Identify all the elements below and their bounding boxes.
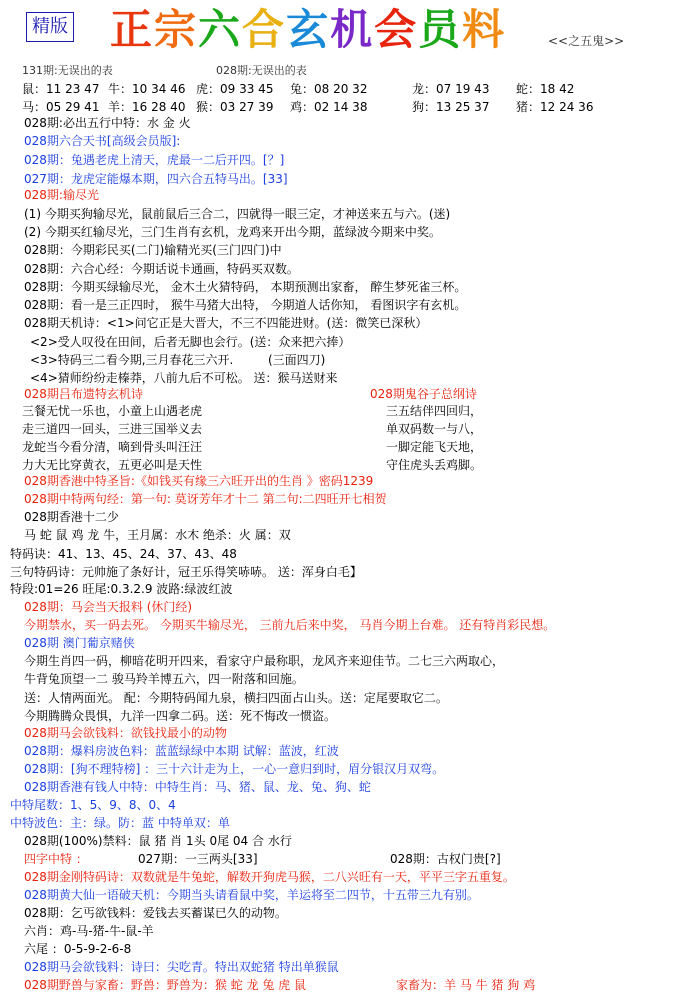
line-macau-3: 送：人情两面光。 配：今期特码闻九泉，横扫四面占山头。送：定尾要取它二。 (24, 691, 448, 705)
poem-line: 单双码数一与八， (386, 422, 483, 436)
line-beggar: 028期：乞丐欲钱料：爱钱去买蓄谋已久的动物。 (24, 906, 287, 920)
title-char: 六 (198, 5, 243, 54)
poem-line: 三五结伴四回归， (386, 404, 483, 418)
line-oracle-2: <2>受人叹役在田间，后者无脚也会行。(送：众来把六捧） (30, 335, 351, 349)
title-char: 员 (418, 5, 463, 54)
poem-line: 力大无比穿黄衣，五更必叫是天性 (22, 458, 203, 472)
zodiac-entry (22, 80, 99, 97)
zodiac-animal: 猪： (516, 100, 541, 114)
line-tail-numbers: 中特尾数：1、5、9、8、0、4 (10, 798, 176, 812)
zodiac-animal: 虎： (196, 82, 221, 96)
four-char-027: 027期：一三两头[33] (138, 852, 258, 866)
page-title (110, 4, 506, 56)
poem-line: 守住虎头丢鸡脚。 (386, 458, 483, 472)
line-heart-sutra: 028期：六合心经：今期话说卡通画，特码买双数。 (24, 262, 299, 276)
zodiac-entry (290, 80, 367, 97)
line-macau-4: 今期腾腾众畏惧，九洋一四拿二码。送：死不悔改一惯盗。 (24, 709, 337, 723)
line-two-sentences: 028期中特两句经：第一句: 莫讶芳年才十二 第二句:二四旺开七相贺 (24, 492, 387, 506)
zodiac-numbers: 08 20 32 (314, 82, 368, 96)
line-macau-1: 今期生肖四一码，柳暗花明开四来，看家守户最称职，龙风齐来迎佳节。二七三六两取心， (24, 654, 505, 668)
line-oracle-poem: 028期天机诗：<1>问它正是大晋大，不三不四能进财。(送：微笑已深秋） (24, 316, 428, 330)
zodiac-entry (196, 98, 273, 115)
line-oracle-3: <3>特码三二看今期,三月春花三六开. (30, 353, 234, 367)
zodiac-animal: 蛇： (516, 82, 541, 96)
poem-line: 三餐无忧一乐也，小童上山遇老虎 (22, 404, 203, 418)
zodiac-entry (516, 98, 593, 115)
zodiac-entry (290, 98, 367, 115)
line-dragon-tiger: 027期：龙虎定能爆本期，四六合五特马出。[33] (24, 172, 288, 186)
line-lose-all-1: (1) 今期买狗输尽光，鼠前鼠后三合二，四就得一眼三定，才神送来五与六。(迷) (24, 207, 451, 221)
line-dog-list: 028期：[狗不理特榜] ：三十六计走为上，一心一意归到时，眉分银汉月双弯。 (24, 762, 445, 776)
line-green-lose: 028期：今期买绿输尽光， 金木土火猜特码， 本期预测出家畜， 醉生梦死雀三杯。 (24, 280, 467, 294)
line-heaven-book: 028期六合天书[高级会员版]: (24, 134, 181, 148)
title-char: 正 (110, 5, 155, 54)
zodiac-numbers: 12 24 36 (540, 100, 594, 114)
zodiac-numbers: 03 27 39 (220, 100, 274, 114)
top-right-caption: 028期:无误出的表 (216, 64, 307, 77)
line-hk-twelve: 028期香港十二少 (24, 510, 119, 524)
zodiac-entry (108, 98, 185, 115)
subtitle: <<之五鬼>> (548, 34, 625, 48)
zodiac-animal: 马： (22, 100, 47, 114)
line-macau-heading: 028期 澳门葡京赌侠 (24, 636, 135, 650)
line-lose-all-2: (2) 今期买红输尽光，三门生肖有玄机，龙鸡来开出今期，蓝绿波今期来中奖。 (24, 225, 441, 239)
four-char-028: 028期：古权门贵[?] (390, 852, 501, 866)
line-ban-water: 今期禁水，买一码去死。 今期买牛输尽光， 三前九后来中奖， 马肖今期上台难。 还有特肖彩民想。 (24, 618, 556, 632)
poem-line: 一脚定能飞天地， (386, 440, 483, 454)
poem-line: 走三道四一回头，三进三国举义去 (22, 422, 203, 436)
line-code-formula: 特码诀：41、13、45、24、37、43、48 (10, 547, 237, 561)
title-char: 玄 (286, 5, 331, 54)
line-vajra-poem: 028期金刚特码诗：双数就是牛兔蛇，解数开狗虎马猴，二八兴旺有一天，平平三字五重复。 (24, 870, 515, 884)
zodiac-numbers: 18 42 (540, 82, 575, 96)
zodiac-entry (516, 80, 574, 97)
line-oracle-3-note: (三面四刀) (268, 353, 326, 367)
zodiac-numbers: 10 34 46 (132, 82, 186, 96)
zodiac-animal: 狗： (412, 100, 437, 114)
title-char: 料 (462, 5, 507, 54)
zodiac-animal: 猴： (196, 100, 221, 114)
line-six-tails: 六尾 ：0-5-9-2-6-8 (24, 942, 132, 956)
zodiac-numbers: 11 23 47 (46, 82, 100, 96)
line-look-one: 028期：看一是三正四时， 猴牛马猪大出特， 今期道人话你知， 看图识字有玄机。 (24, 298, 467, 312)
line-rich-man: 028期香港有钱人中特：中特生肖：马、猪、鼠、龙、兔、狗、蛇 (24, 780, 371, 794)
zodiac-numbers: 09 33 45 (220, 82, 274, 96)
zodiac-numbers: 02 14 38 (314, 100, 368, 114)
zodiac-animal: 羊： (108, 100, 133, 114)
line-oracle-4: <4>猜师纷纷走榛莽，八前九后不可松。 送：猴马送财来 (30, 371, 338, 385)
zodiac-numbers: 05 29 41 (46, 100, 100, 114)
zodiac-animal: 龙： (412, 82, 437, 96)
zodiac-entry (412, 98, 489, 115)
line-wave-color: 028期：爆料房波色料：蓝蓝绿绿中本期 试解：蓝波，红波 (24, 744, 339, 758)
zodiac-entry (412, 80, 489, 97)
line-special-segment: 特段:01=26 旺尾:0.3.2.9 波路:绿波红波 (10, 582, 233, 596)
line-gates: 028期：今期彩民买(二门)输精光买(三门四门)中 (24, 243, 282, 257)
guiguzi-heading: 028期鬼谷子总纲诗 (370, 387, 477, 401)
lubu-heading: 028期吕布遗特玄机诗 (24, 387, 143, 401)
zodiac-entry (108, 80, 185, 97)
line-hk-edict: 028期香港中特圣旨:《如钱买有缘三六旺开出的生肖 》密码1239 (24, 474, 374, 488)
top-left-caption: 131期:无误出的表 (22, 64, 113, 77)
zodiac-animal: 牛： (108, 82, 133, 96)
line-macau-2: 牛背兔顶望一二 骏马羚羊博五六，四一附落和回施。 (24, 672, 304, 686)
zodiac-numbers: 07 19 43 (436, 82, 490, 96)
line-zodiac-picks: 马 蛇 鼠 鸡 龙 牛，王月属：水木 绝杀：火 属：双 (24, 528, 291, 542)
line-beasts: 028期野兽与家畜：野兽：野兽为：猴 蛇 龙 兔 虎 鼠 (24, 978, 306, 992)
line-banned: 028期(100%)禁料：鼠 猪 肖 1头 0尾 04 合 水行 (24, 834, 292, 848)
zodiac-animal: 鸡： (290, 100, 315, 114)
line-wave-main: 中特波色：主：绿。防：蓝 中特单双：单 (10, 816, 230, 830)
zodiac-numbers: 16 28 40 (132, 100, 186, 114)
line-livestock: 家畜为：羊 马 牛 猪 狗 鸡 (396, 978, 536, 992)
line-poem-green: 028期马会欲钱料：诗曰：尖吃青。特出双蛇猪 特出单猴鼠 (24, 960, 339, 974)
line-rabbit-tiger: 028期：兔遇老虎上清天，虎最一二后开四。[？] (24, 153, 285, 167)
edition-badge: 精版 (26, 12, 74, 42)
title-char: 合 (242, 5, 287, 54)
zodiac-entry (22, 98, 99, 115)
line-smallest-animal: 028期马会欲钱料：欲钱找最小的动物 (24, 726, 227, 740)
line-lose-all-heading: 028期:输尽光 (24, 188, 99, 202)
line-five-elements: 028期:必出五行中特：水 金 火 (24, 116, 191, 130)
line-three-poem: 三句特码诗：元帅施了条好计，冠王乐得笑哧哧。 送：浑身白毛】 (10, 565, 362, 579)
line-wong-tai-sin: 028期黄大仙一语破天机：今期当头请看鼠中奖，羊运将至二四节，十五带三九有别。 (24, 888, 479, 902)
zodiac-entry (196, 80, 273, 97)
zodiac-animal: 兔： (290, 82, 315, 96)
line-six-zodiac: 六肖：鸡-马-猪-牛-鼠-羊 (24, 924, 154, 938)
title-char: 机 (330, 5, 375, 54)
title-char: 会 (374, 5, 419, 54)
title-char: 宗 (154, 5, 199, 54)
line-hkjc-report: 028期：马会当天报料 (休门经) (24, 600, 193, 614)
zodiac-numbers: 13 25 37 (436, 100, 490, 114)
zodiac-animal: 鼠： (22, 82, 47, 96)
four-char-label: 四字中特 ： (24, 852, 88, 866)
poem-line: 龙蛇当今看分清，嘀到骨头叫汪汪 (22, 440, 203, 454)
